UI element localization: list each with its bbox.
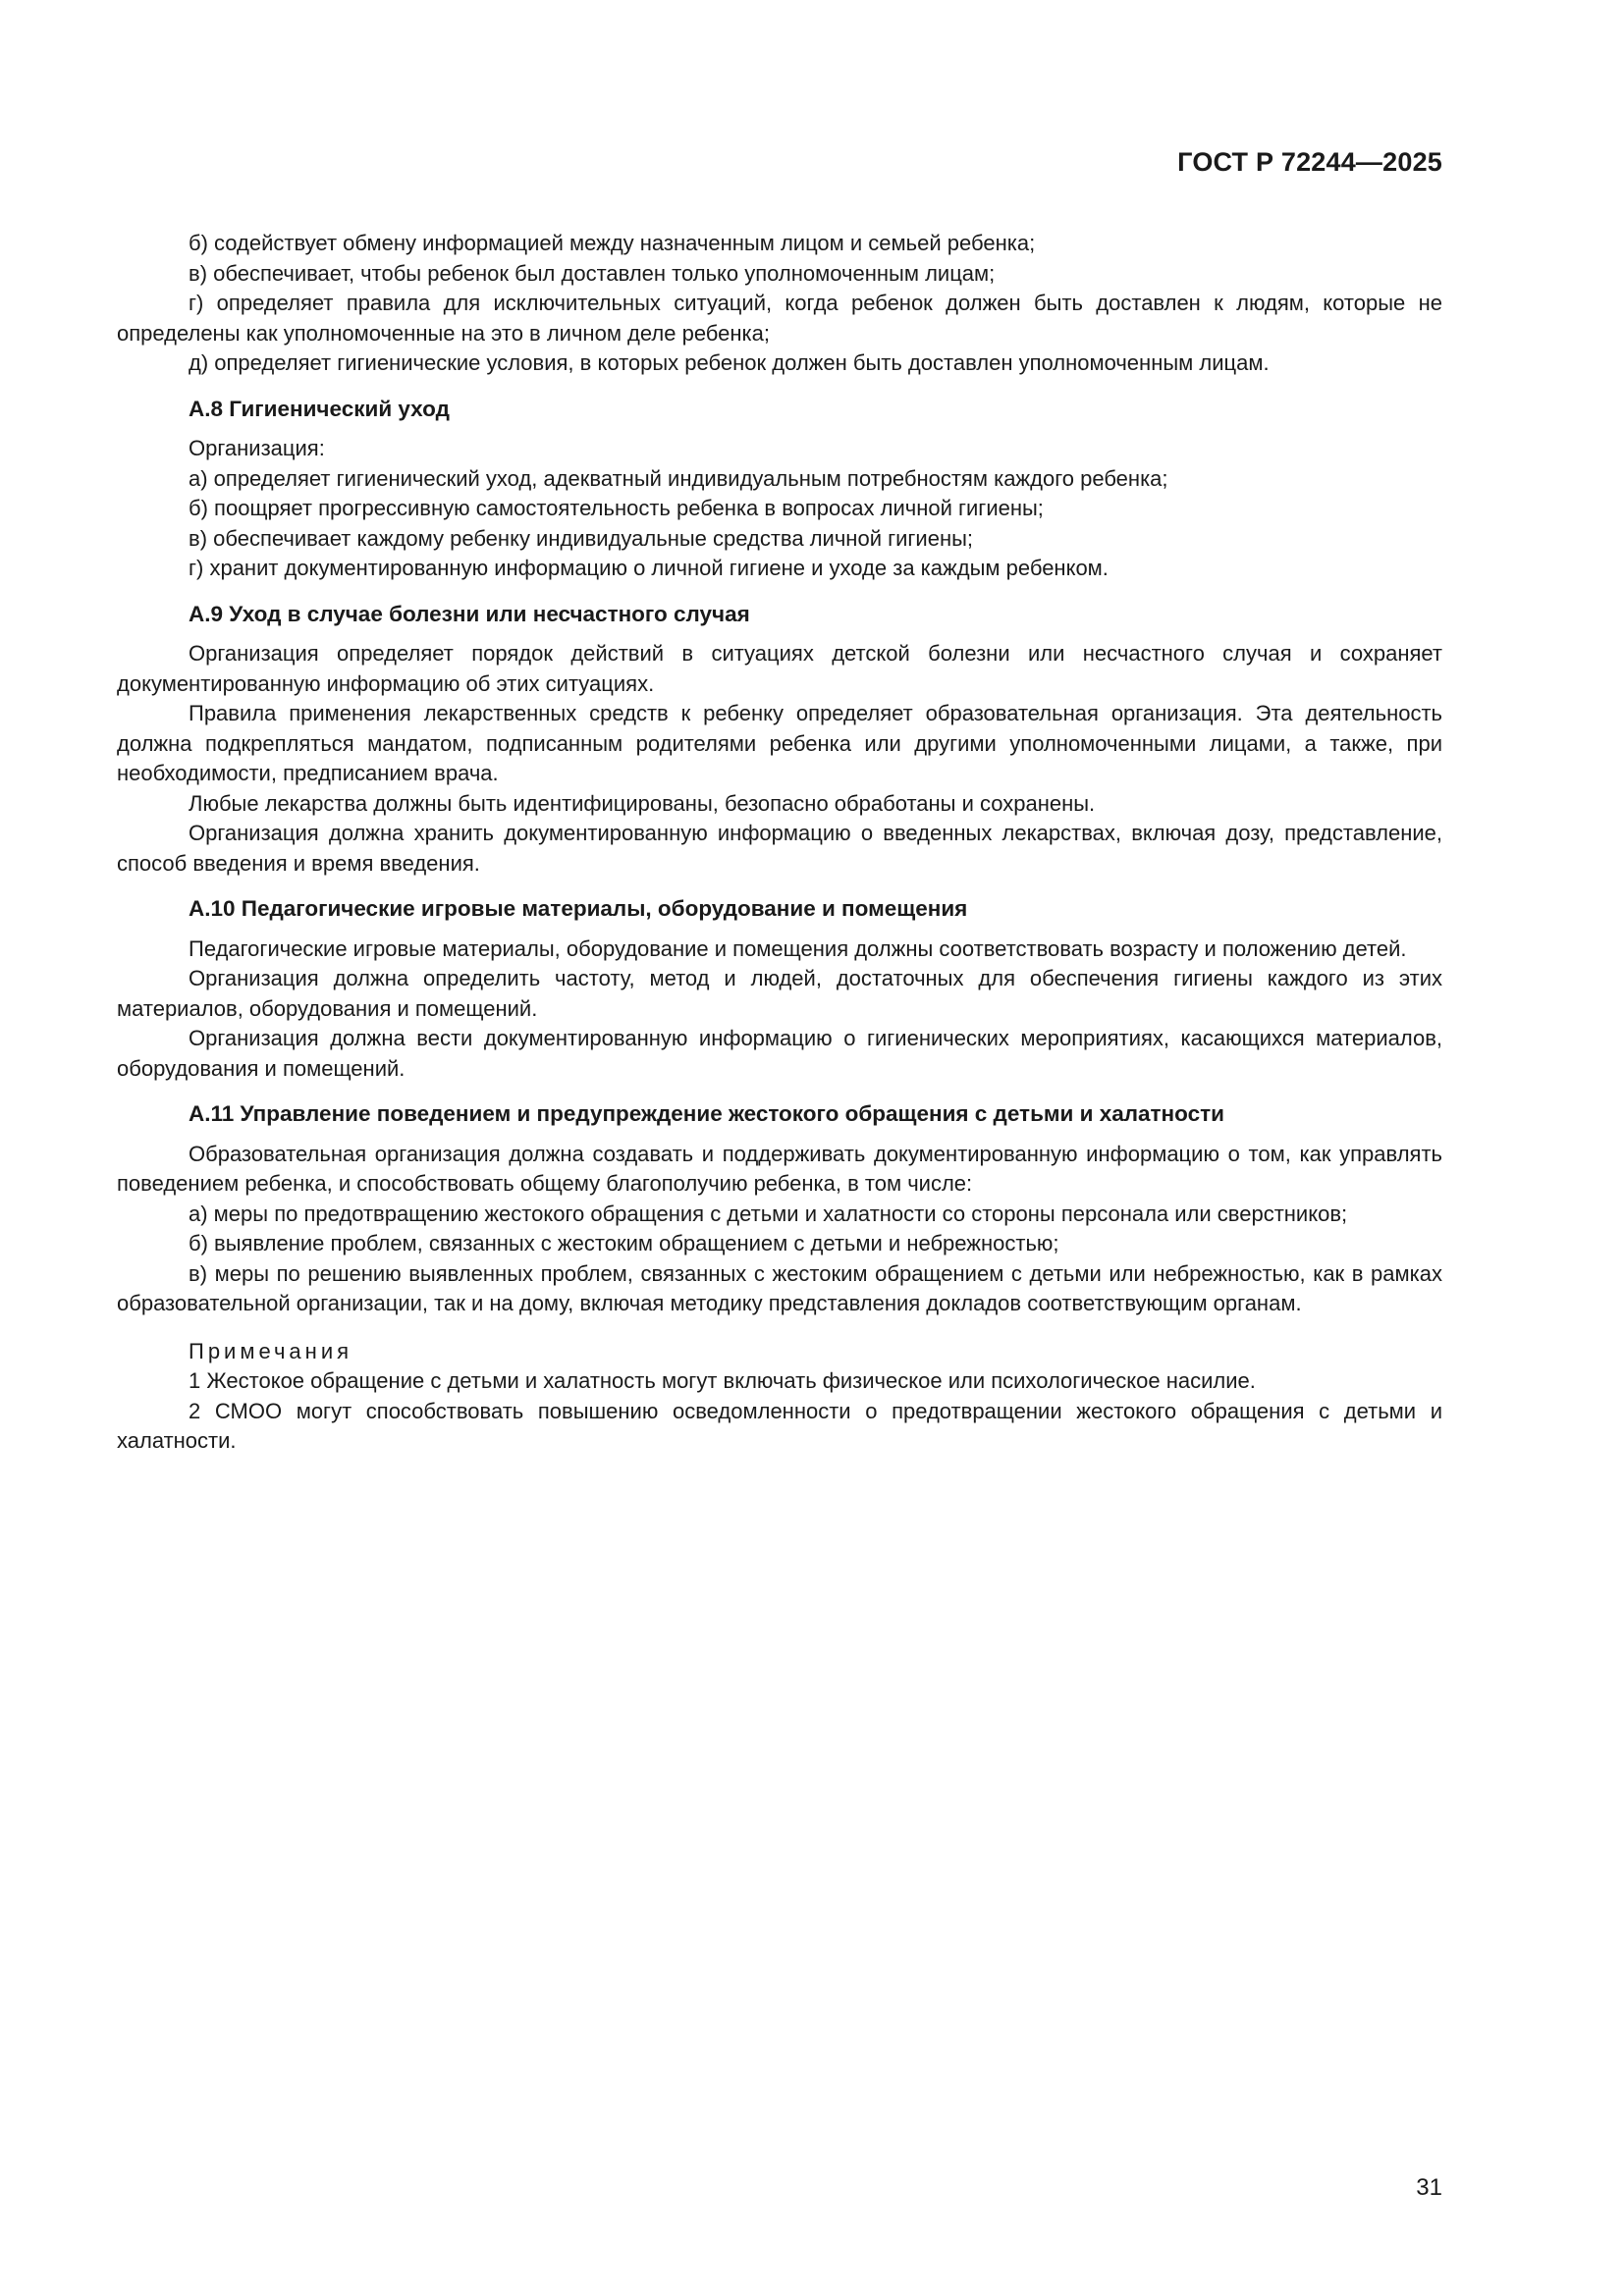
paragraph: Организация должна определить частоту, метод и людей, достаточных для обеспечения гигиены каждого из этих материалов, оборудования и помещений.: [117, 966, 1442, 1021]
paragraph: Любые лекарства должны быть идентифицированы, безопасно обработаны и сохранены.: [189, 790, 1096, 816]
paragraph: Организация:: [189, 436, 325, 460]
paragraph: Организация определяет порядок действий в ситуациях детской болезни или несчастного случая и сохраняет документированную информацию об этих ситуациях.: [117, 641, 1442, 696]
section-heading-a11: А.11 Управление поведением и предупреждение жестокого обращения с детьми и халатности: [189, 1101, 1224, 1126]
paragraph: Педагогические игровые материалы, оборудование и помещения должны соответствовать возрасту и положению детей.: [189, 935, 1407, 961]
page-number: 31: [1416, 2174, 1442, 2201]
list-item: г) хранит документированную информацию о личной гигиене и уходе за каждым ребенком.: [189, 556, 1109, 580]
section-heading-a9: А.9 Уход в случае болезни или несчастного случая: [189, 601, 750, 626]
note-item: 2 СМОО могут способствовать повышению осведомленности о предотвращении жестокого обращения с детьми и халатности.: [117, 1398, 1442, 1453]
notes-title: Примечания: [189, 1338, 353, 1363]
paragraph: Образовательная организация должна создавать и поддерживать документированную информацию о том, как управлять поведением ребенка, и способствовать общему благополучию ребенка, в том числе:: [117, 1141, 1442, 1196]
list-item: г) определяет правила для исключительных ситуаций, когда ребенок должен быть доставлен к людям, которые не определены как уполномоченные на это в личном деле ребенка;: [117, 291, 1442, 346]
list-item: а) меры по предотвращению жестокого обращения с детьми и халатности со стороны персонала или сверстников;: [189, 1201, 1348, 1226]
section-heading-a8: А.8 Гигиенический уход: [189, 396, 450, 421]
list-item: в) обеспечивает каждому ребенку индивидуальные средства личной гигиены;: [189, 525, 974, 551]
document-code: ГОСТ Р 72244—2025: [1177, 147, 1442, 177]
paragraph: Организация должна вести документированную информацию о гигиенических мероприятиях, касающихся материалов, оборудования и помещений.: [117, 1026, 1442, 1081]
paragraph: Организация должна хранить документированную информацию о введенных лекарствах, включая дозу, представление, способ введения и время введения.: [117, 821, 1442, 876]
list-item: д) определяет гигиенические условия, в которых ребенок должен быть доставлен уполномоченным лицам.: [189, 350, 1270, 375]
list-item: б) выявление проблем, связанных с жестоким обращением с детьми и небрежностью;: [189, 1231, 1059, 1255]
list-item: в) обеспечивает, чтобы ребенок был доставлен только уполномоченным лицам;: [189, 260, 996, 286]
list-item: б) поощряет прогрессивную самостоятельность ребенка в вопросах личной гигиены;: [189, 496, 1044, 520]
list-item: а) определяет гигиенический уход, адекватный индивидуальным потребностям каждого ребенка;: [189, 465, 1168, 491]
list-item: б) содействует обмену информацией между назначенным лицом и семьей ребенка;: [189, 231, 1036, 255]
list-item: в) меры по решению выявленных проблем, связанных с жестоким обращением с детьми или небрежностью, как в рамках образовательной организации, так и на дому, включая методику представления докладов соответствующим органам.: [117, 1260, 1442, 1315]
note-item: 1 Жестокое обращение с детьми и халатность могут включать физическое или психологическое насилие.: [189, 1368, 1256, 1393]
page-content: [117, 229, 1442, 1457]
section-heading-a10: А.10 Педагогические игровые материалы, оборудование и помещения: [189, 896, 968, 921]
paragraph: Правила применения лекарственных средств к ребенку определяет образовательная организация. Эта деятельность должна подкрепляться мандатом, подписанным родителями ребенка или другими уполномоченными лицами, а также, при необходимости, предписанием врача.: [117, 701, 1442, 785]
